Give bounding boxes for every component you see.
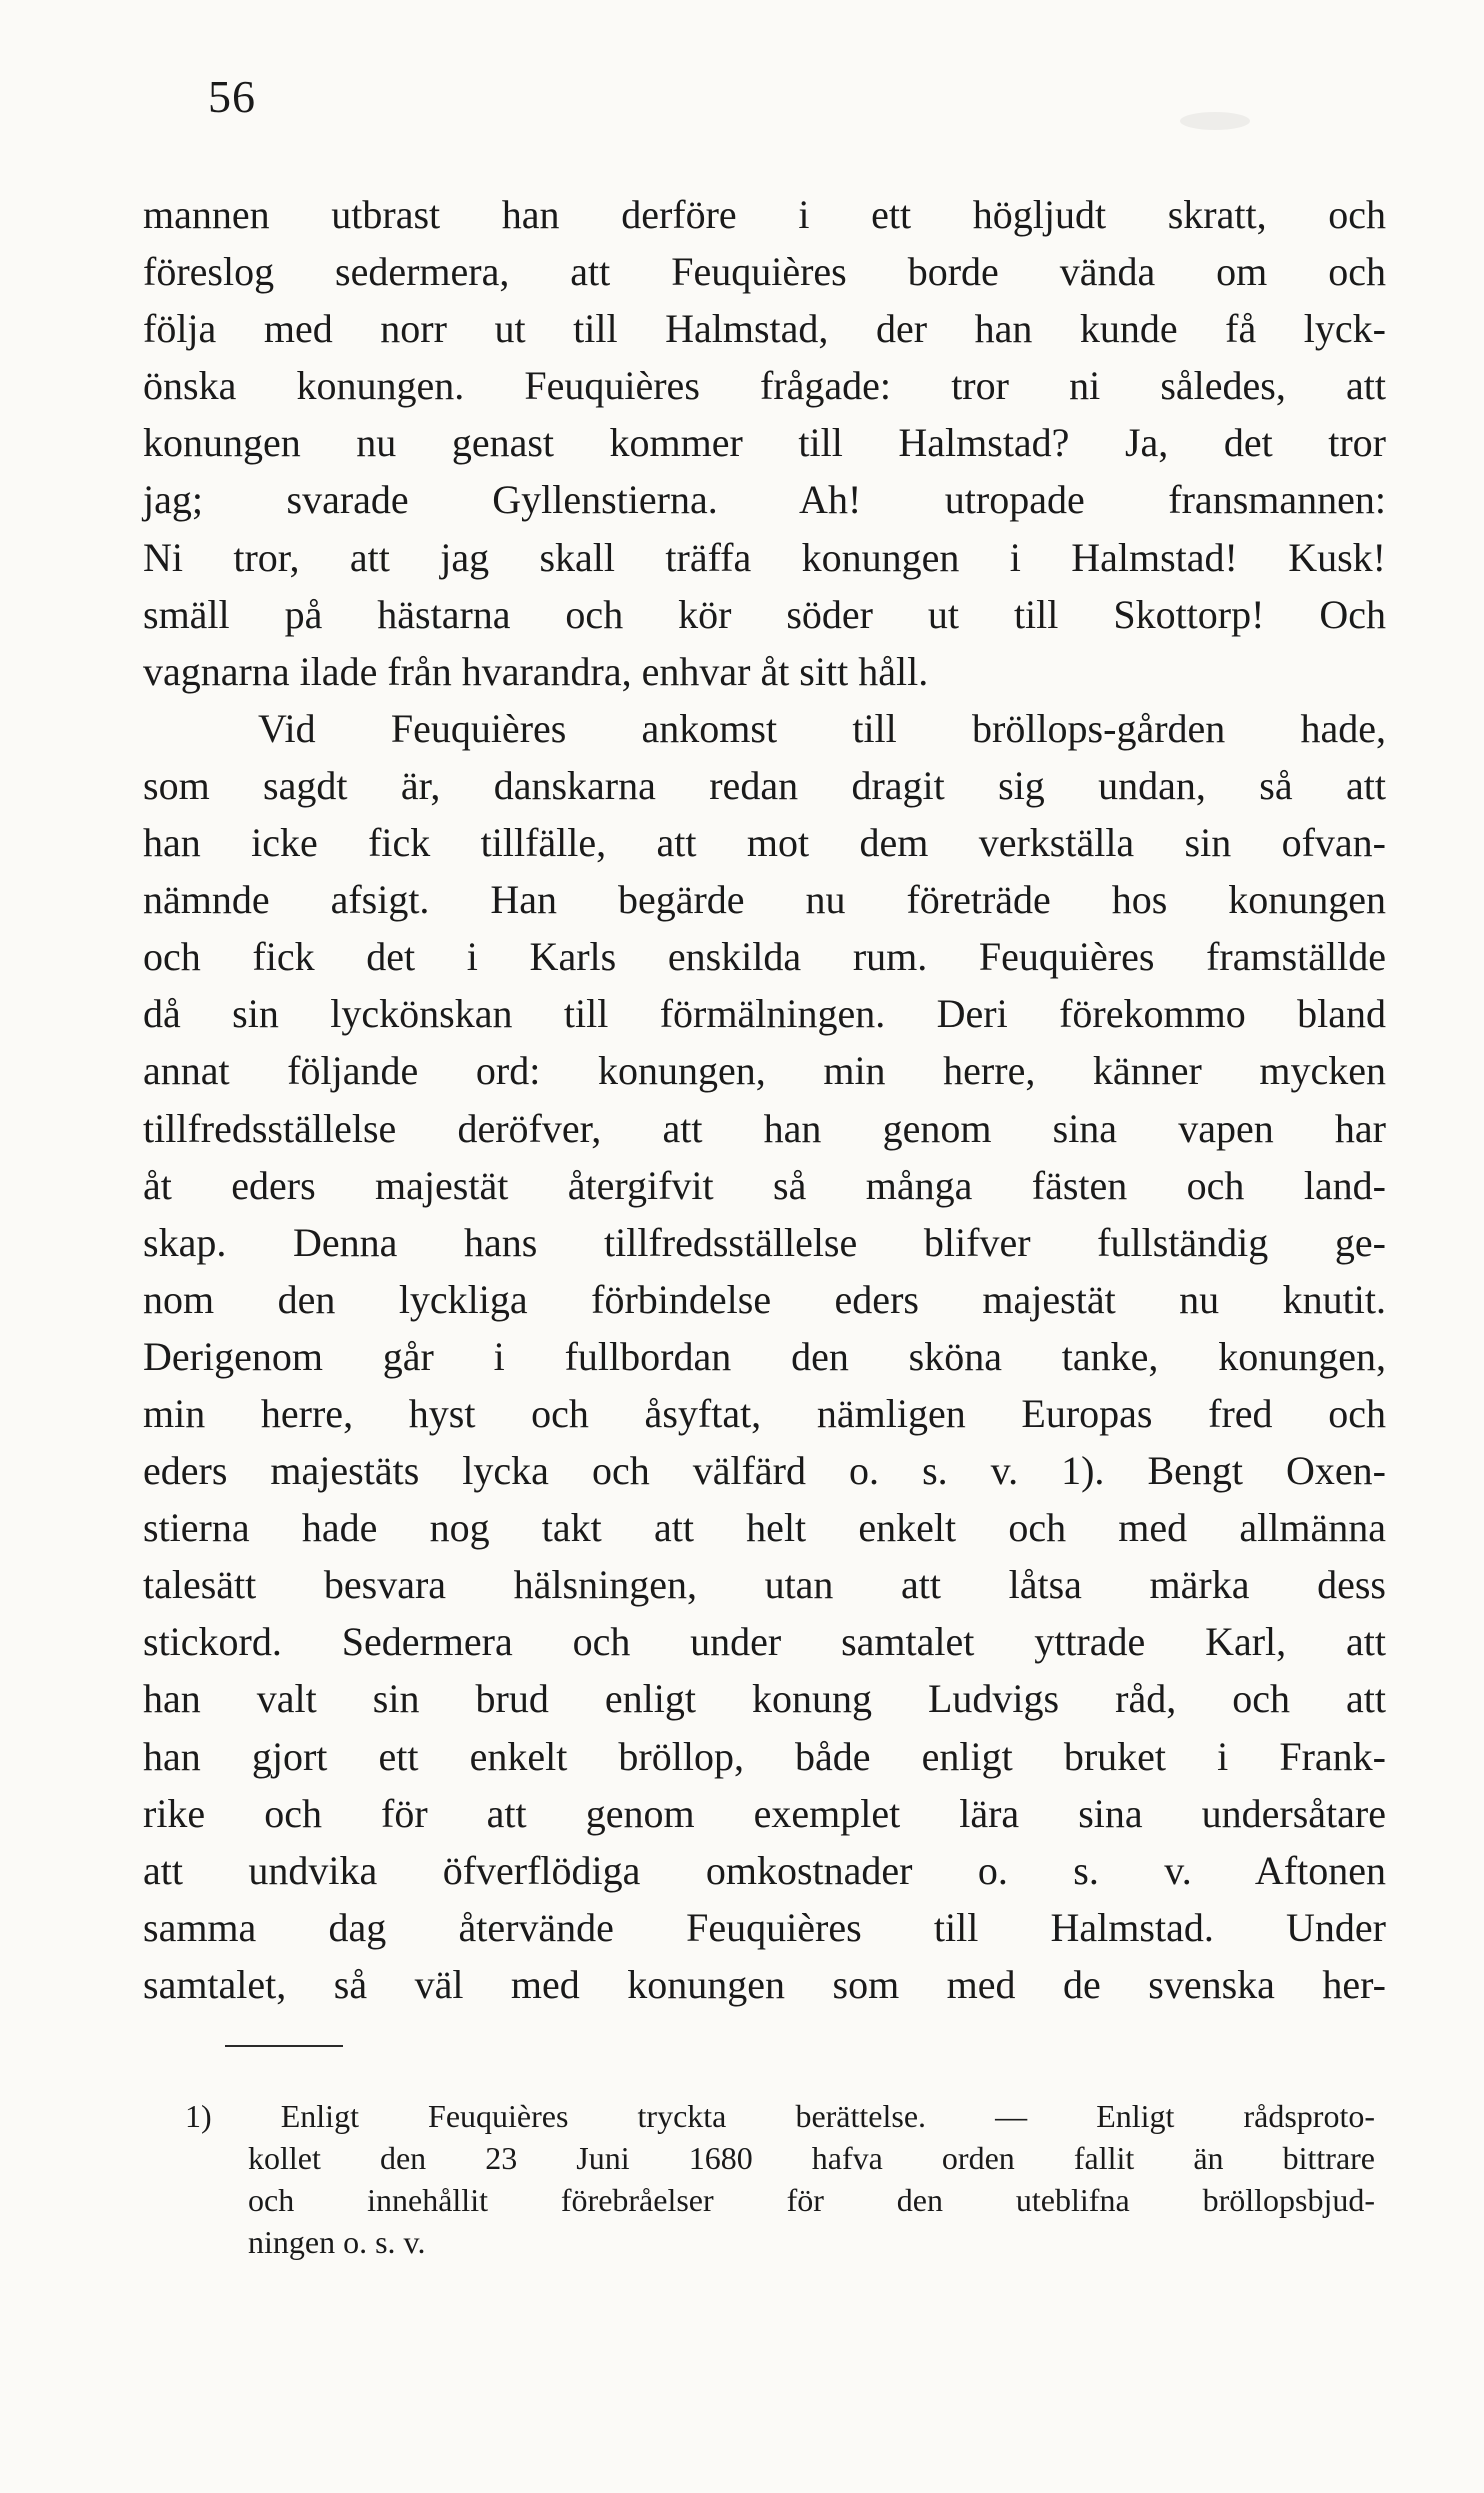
text-line: han valt sin brud enligt konung Ludvigs råd, och att [143, 1676, 1386, 1722]
text-line: Derigenom går i fullbordan den sköna tanke, konungen, [143, 1333, 1386, 1379]
footnote-line: 1) Enligt Feuquières tryckta berättelse. — Enligt rådsproto- [185, 2098, 1375, 2134]
text-line: tillfredsställelse deröfver, att han genom sina vapen har [143, 1105, 1386, 1151]
text-line: annat följande ord: konungen, min herre, känner mycken [143, 1048, 1386, 1094]
text-line: stierna hade nog takt att helt enkelt och med allmänna [143, 1505, 1386, 1551]
text-line: talesätt besvara hälsningen, utan att låtsa märka dess [143, 1562, 1386, 1608]
text-line: åt eders majestät återgifvit så många fästen och land- [143, 1162, 1386, 1208]
footnote-line: kollet den 23 Juni 1680 hafva orden fallit än bittrare [248, 2140, 1375, 2176]
text-line: stickord. Sedermera och under samtalet yttrade Karl, att [143, 1619, 1386, 1665]
text-line: då sin lyckönskan till förmälningen. Deri förekommo bland [143, 991, 1386, 1037]
text-line: smäll på hästarna och kör söder ut till Skottorp! Och [143, 591, 1386, 637]
footnote-line: och innehållit förebråelser för den uteblifna bröllopsbjud- [248, 2182, 1375, 2218]
paper-smudge [1180, 112, 1250, 130]
text-line: han icke fick tillfälle, att mot dem verkställa sin ofvan- [143, 820, 1386, 866]
text-line: samma dag återvände Feuquières till Halmstad. Under [143, 1904, 1386, 1950]
text-line: samtalet, så väl med konungen som med de svenska her- [143, 1961, 1386, 2007]
text-line: jag; svarade Gyllenstierna. Ah! utropade fransmannen: [143, 477, 1386, 523]
text-line: önska konungen. Feuquières frågade: tror ni således, att [143, 363, 1386, 409]
body-text [143, 186, 1386, 2013]
text-line: vagnarna ilade från hvarandra, enhvar åt sitt håll. [143, 648, 929, 694]
text-line: mannen utbrast han derföre i ett högljudt skratt, och [143, 192, 1386, 237]
text-line: att undvika öfverflödiga omkostnader o. s. v. Aftonen [143, 1847, 1386, 1893]
text-line: nom den lyckliga förbindelse eders majestät nu knutit. [143, 1276, 1386, 1322]
text-line: skap. Denna hans tillfredsställelse blifver fullständig ge- [143, 1219, 1386, 1265]
text-line: nämnde afsigt. Han begärde nu företräde hos konungen [143, 877, 1386, 923]
text-line: Vid Feuquières ankomst till bröllops-gården hade, [258, 705, 1386, 751]
footnote-divider [225, 2045, 343, 2047]
text-line: rike och för att genom exemplet lära sina undersåtare [143, 1790, 1386, 1836]
footnote [185, 2095, 1375, 2263]
page-number: 56 [208, 71, 256, 122]
text-line: som sagdt är, danskarna redan dragit sig undan, så att [143, 762, 1386, 808]
text-line: han gjort ett enkelt bröllop, både enligt bruket i Frank- [143, 1733, 1386, 1779]
text-line: Ni tror, att jag skall träffa konungen i Halmstad! Kusk! [143, 534, 1386, 580]
text-line: följa med norr ut till Halmstad, der han kunde få lyck- [143, 306, 1386, 352]
text-line: föreslog sedermera, att Feuquières borde vända om och [143, 249, 1386, 295]
text-line: och fick det i Karls enskilda rum. Feuquières framställde [143, 934, 1386, 980]
footnote-line: ningen o. s. v. [248, 2224, 426, 2260]
text-line: konungen nu genast kommer till Halmstad? Ja, det tror [143, 420, 1386, 466]
text-line: min herre, hyst och åsyftat, nämligen Europas fred och [143, 1390, 1386, 1436]
text-line: eders majestäts lycka och välfärd o. s. v. 1). Bengt Oxen- [143, 1448, 1386, 1494]
